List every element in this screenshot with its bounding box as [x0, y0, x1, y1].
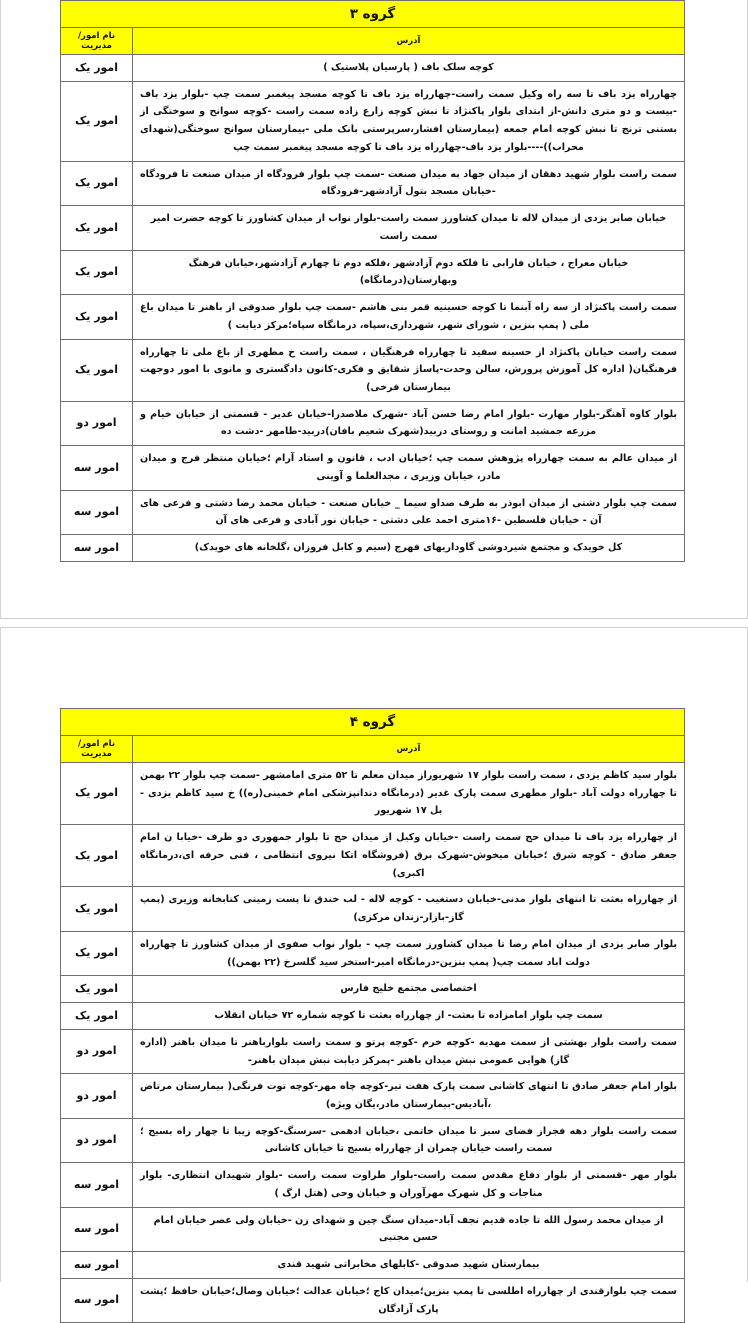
group-3-title: گروه ۳: [61, 1, 685, 28]
address-cell: از میدان محمد رسول الله تا جاده قدیم نجف آباد-میدان سنگ چین و شهدای زن -خیابان ولی عصر خیابان امام حسن مجتبی: [133, 1207, 685, 1251]
management-name-cell: امور یک: [61, 250, 133, 294]
management-name-cell: امور یک: [61, 763, 133, 825]
group-3-title-row: [61, 1, 685, 28]
management-name-cell: امور یک: [61, 1003, 133, 1030]
group-3-column-header-address: آدرس: [133, 28, 685, 55]
table-row: [61, 55, 685, 82]
management-name-cell: امور سه: [61, 535, 133, 562]
management-name-cell: امور یک: [61, 161, 133, 205]
management-name-cell: امور سه: [61, 1252, 133, 1279]
management-name-cell: امور سه: [61, 1163, 133, 1207]
table-row: [61, 535, 685, 562]
table-row: [61, 1278, 685, 1322]
address-cell: سمت چپ بلوار دشتی از میدان ابوذر به طرف صداو سیما _ خیابان صنعت - خیابان محمد رضا دشتی و فرعی های آن - خیابان فلسطین -۱۶متری احمد علی دشتی - خیابان نور آبادی و فرعی های آن: [133, 490, 685, 534]
table-row: [61, 1074, 685, 1118]
group-4-table-head: [61, 709, 685, 763]
table-row: [61, 490, 685, 534]
address-cell: چهارراه یزد باف تا سه راه وکیل سمت راست-چهارراه یزد باف تا کوچه مسجد پیغمبر سمت چپ -بلوار یزد باف -بیست و دو متری دانش-از ابتدای بلوار پاکنژاد تا نبش کوچه زارع زاده سمت راست -کوچه سوانح و سوختگی از بستنی ترنج تا نبش کوچه امام جمعه (بیمارستان افشار،سرپرستی بانک ملی -بیمارستان سوانح سوختگی(شهدای محراب))----بلوار یزد باف-چهارراه یزد باف تا کوچه مسجد پیغمبر سمت چپ: [133, 81, 685, 161]
table-row: [61, 1118, 685, 1162]
group-3-table-head: [61, 1, 685, 55]
table-row: [61, 250, 685, 294]
management-name-cell: امور یک: [61, 825, 133, 887]
table-row: [61, 339, 685, 401]
address-cell: بلوار مهر -قسمتی از بلوار دفاع مقدس سمت راست-بلوار طراوت سمت راست -بلوار شهیدان انتظاری- بلوار مناجات و کل شهرک مهرآوران و خیابان وحی (هتل ارگ ): [133, 1163, 685, 1207]
table-row: [61, 161, 685, 205]
group-3-table: [60, 0, 685, 562]
address-cell: سمت راست خیابان پاکنژاد از حسینه سفید تا چهارراه فرهنگیان ، سمت راست خ مطهری از باغ ملی تا چهارراه فرهنگیان( اداره کل آموزش پرورش، سالن وحدت-پاساژ شقایق و فکری-کانون دادگستری و مانوی با امور دوجهت بیمارستان فرخی): [133, 339, 685, 401]
table-row: [61, 446, 685, 490]
management-name-cell: امور دو: [61, 1118, 133, 1162]
table-row: [61, 1207, 685, 1251]
address-cell: خیابان معراج ، خیابان فارابی تا فلکه دوم آزادشهر ،فلکه دوم تا چهارم آزادشهر،خیابان فرهنگ وبهارستان(درمانگاه): [133, 250, 685, 294]
table-row: [61, 1003, 685, 1030]
management-name-cell: امور سه: [61, 490, 133, 534]
document-page-2: [0, 628, 748, 1315]
management-name-cell: امور دو: [61, 1029, 133, 1073]
address-cell: بیمارستان شهید صدوقی -کابلهای مخابراتی شهید قندی: [133, 1252, 685, 1279]
table-row: [61, 825, 685, 887]
management-name-cell: امور یک: [61, 339, 133, 401]
address-cell: بلوار سید کاظم یزدی ، سمت راست بلوار ۱۷ شهریوراز میدان معلم تا ۵۲ متری امامشهر -سمت چپ بلوار ۲۲ بهمن تا چهارراه دولت آباد -بلوار مطهری سمت پارک غدیر (درمانگاه دندانپزشکی امام خمینی(ره)) خ سید کاظم یزدی - بل ۱۷ شهریور: [133, 763, 685, 825]
management-name-cell: امور یک: [61, 206, 133, 250]
address-cell: کوچه سلک باف ( پارسیان پلاستیک ): [133, 55, 685, 82]
management-name-cell: امور یک: [61, 81, 133, 161]
table-row: [61, 206, 685, 250]
page-break-separator: [0, 618, 748, 628]
group-4-table: [60, 708, 685, 1323]
address-cell: سمت چپ بلوارقندی از چهارراه اطلسی تا پمپ بنزین؛میدان کاج ؛خیابان عدالت ؛خیابان وصال؛خیابان حافظ ؛پشت پارک آزادگان: [133, 1278, 685, 1322]
table-row: [61, 1029, 685, 1073]
management-name-cell: امور یک: [61, 976, 133, 1003]
management-name-cell: امور یک: [61, 55, 133, 82]
management-name-cell: امور سه: [61, 446, 133, 490]
document-page-1: [0, 0, 748, 618]
management-name-cell: امور سه: [61, 1278, 133, 1322]
table-row: [61, 81, 685, 161]
address-cell: کل خویدک و مجتمع شیردوشی گاوداریهای فهرج (سیم و کابل فروزان ،گلخانه های خویدک): [133, 535, 685, 562]
table-row: [61, 401, 685, 445]
group-3-column-header-name: نام امور/مدیریت: [61, 28, 133, 55]
management-name-cell: امور یک: [61, 931, 133, 975]
address-cell: بلوار کاوه آهنگر-بلوار مهارت -بلوار امام رضا حسن آباد -شهرک ملاصدرا-خیابان غدیر - قسمتی از خیابان خیام و مزرعه جمشید امانت و روستای دربید(شهرک شعیم بافان)دربید-طامهر -دشت ده: [133, 401, 685, 445]
group-4-title-row: [61, 709, 685, 736]
table-row: [61, 976, 685, 1003]
table-row: [61, 1163, 685, 1207]
group-4-column-header-address: آدرس: [133, 736, 685, 763]
address-cell: بلوار صابر یزدی از میدان امام رضا تا میدان کشاورز سمت چپ - بلوار نواب صفوی از میدان کشاورز تا چهارراه دولت اباد سمت چپ( پمپ بنزین-درمانگاه امیر-استخر سید گلسرخ (۲۲ بهمن)): [133, 931, 685, 975]
address-cell: از میدان عالم به سمت چهارراه پژوهش سمت چپ ؛خیابان ادب ، قانون و استاد آرام ؛خیابان منتظر فرج و میدان مادر، خیابان وزیری ، مجدالعلما و آوینی: [133, 446, 685, 490]
management-name-cell: امور دو: [61, 401, 133, 445]
group-4-table-body: [61, 763, 685, 1323]
group-4-header-row: [61, 736, 685, 763]
group-3-header-row: [61, 28, 685, 55]
group-3-table-body: [61, 55, 685, 562]
management-name-cell: امور دو: [61, 1074, 133, 1118]
management-name-cell: امور یک: [61, 887, 133, 931]
management-name-cell: امور یک: [61, 295, 133, 339]
address-cell: سمت راست پاکنژاد از سه راه آبنما تا کوچه حسینیه قمر بنی هاشم -سمت چپ بلوار صدوقی از باهنر تا میدان باغ ملی ( پمپ بنزین ، شورای شهر، شهرداری،سپاه، درمانگاه سپاه؛مرکز دیابت ): [133, 295, 685, 339]
address-cell: سمت چپ بلوار امامزاده تا بعثت- از چهارراه بعثت تا کوچه شماره ۷۲ خیابان انقلاب: [133, 1003, 685, 1030]
management-name-cell: امور سه: [61, 1207, 133, 1251]
address-cell: از چهارراه یزد باف تا میدان حج سمت راست -خیابان وکیل از میدان حج تا بلوار جمهوری دو طرف -خیابا ن امام جعفر صادق - کوچه شرق ؛خیابان میخوش-شهرک برق (فروشگاه اتکا نیروی انتظامی ، فنی حرفه ای،درمانگاه اکبری): [133, 825, 685, 887]
table-row: [61, 295, 685, 339]
address-cell: اختصاصی مجتمع خلیج فارس: [133, 976, 685, 1003]
group-4-column-header-name: نام امور/مدیریت: [61, 736, 133, 763]
table-row: [61, 887, 685, 931]
address-cell: سمت راست بلوار بهشتی از سمت مهدیه -کوچه خرم -کوچه پرتو و سمت راست بلوارباهنر تا میدان باهنر (اداره گاز) هوایی عمومی نبش میدان باهنر -پمرکز دیابت نبش میدان باهنر-: [133, 1029, 685, 1073]
group-4-title: گروه ۴: [61, 709, 685, 736]
address-cell: خیابان صابر یزدی از میدان لاله تا میدان کشاورز سمت راست-بلوار نواب از میدان کشاورز تا کوچه حضرت امیر سمت راست: [133, 206, 685, 250]
table-row: [61, 931, 685, 975]
address-cell: از چهارراه بعثت تا انتهای بلوار مدنی-خیابان دستغیب - کوچه لاله - لب خندق تا پست زمینی کتابخانه وزیری (پمپ گاز-بازار-زندان مرکزی): [133, 887, 685, 931]
address-cell: سمت راست بلوار دهه فجراز فضای سبز تا میدان خاتمی ،خیابان ادهمی -سرسنگ-کوچه زیبا تا چهار راه بسیج ؛سمت راست خیابان چمران از چهارراه بسیج تا خیابان کاشانی: [133, 1118, 685, 1162]
address-cell: بلوار امام جعفر صادق تا انتهای کاشانی سمت پارک هفت تیر-کوچه چاه مهر-کوچه توت فرنگی( بیمارستان مرتاض ،آبادیس-بیمارستان مادر،یگان ویژه): [133, 1074, 685, 1118]
table-row: [61, 1252, 685, 1279]
table-row: [61, 763, 685, 825]
address-cell: سمت راست بلوار شهید دهقان از میدان جهاد به میدان صنعت -سمت چپ بلوار فرودگاه از میدان صنعت تا فرودگاه -خیابان مسجد بتول آزادشهر-فرودگاه: [133, 161, 685, 205]
